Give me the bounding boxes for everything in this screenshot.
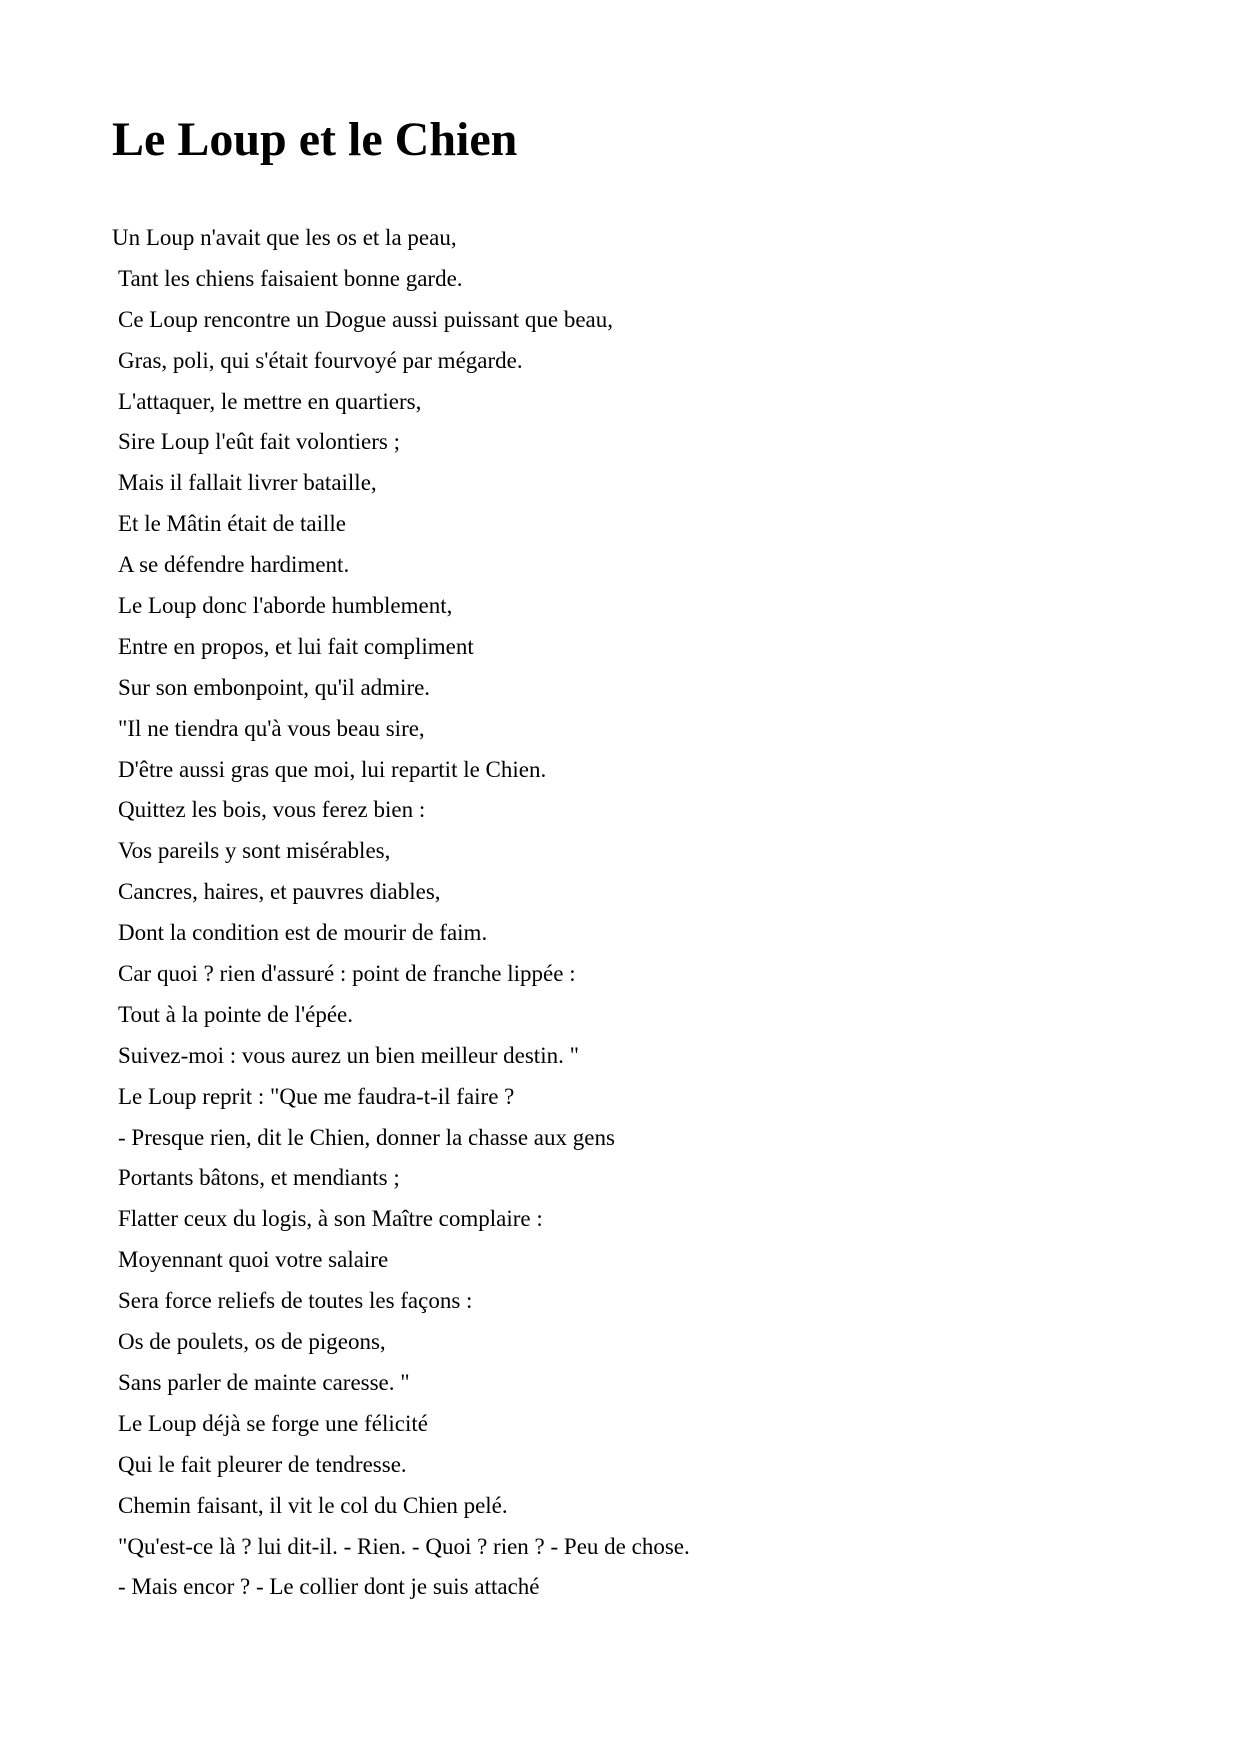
poem-verse: L'attaquer, le mettre en quartiers, xyxy=(118,388,422,414)
poem-verse: Suivez-moi : vous aurez un bien meilleur destin. " xyxy=(118,1042,579,1068)
poem-verse: Tant les chiens faisaient bonne garde. xyxy=(118,265,463,291)
poem-verse: Moyennant quoi votre salaire xyxy=(118,1247,389,1273)
poem-verse: D'être aussi gras que moi, lui repartit le Chien. xyxy=(118,756,547,782)
poem-verse: A se défendre hardiment. xyxy=(118,552,350,578)
poem-verse: "Qu'est-ce là ? lui dit-il. - Rien. - Quoi ? rien ? - Peu de chose. xyxy=(118,1533,690,1559)
poem-verse: Qui le fait pleurer de tendresse. xyxy=(118,1451,407,1477)
poem-verse: Quittez les bois, vous ferez bien : xyxy=(118,797,426,823)
poem-verse: Et le Mâtin était de taille xyxy=(118,511,347,537)
poem-body xyxy=(112,218,1142,1608)
poem-verse: Vos pareils y sont misérables, xyxy=(118,838,391,864)
poem-verse: - Mais encor ? - Le collier dont je suis attaché xyxy=(118,1574,540,1600)
poem-verse: - Presque rien, dit le Chien, donner la chasse aux gens xyxy=(118,1124,615,1150)
poem-verse: Un Loup n'avait que les os et la peau, xyxy=(112,225,457,250)
poem-verse: Car quoi ? rien d'assuré : point de franche lippée : xyxy=(118,961,576,987)
poem-verse: Os de poulets, os de pigeons, xyxy=(118,1329,386,1355)
poem-verse: Portants bâtons, et mendiants ; xyxy=(118,1165,400,1191)
poem-verse: "Il ne tiendra qu'à vous beau sire, xyxy=(118,715,425,741)
poem-verse: Mais il fallait livrer bataille, xyxy=(118,470,377,496)
poem-verse: Le Loup reprit : "Que me faudra-t-il faire ? xyxy=(118,1083,515,1109)
poem-verse: Sans parler de mainte caresse. " xyxy=(118,1369,410,1395)
poem-verse: Gras, poli, qui s'était fourvoyé par mégarde. xyxy=(118,347,523,373)
poem-verse: Le Loup déjà se forge une félicité xyxy=(118,1410,428,1436)
poem-verse: Tout à la pointe de l'épée. xyxy=(118,1001,353,1027)
poem-verse: Ce Loup rencontre un Dogue aussi puissant que beau, xyxy=(118,306,614,332)
poem-verse: Chemin faisant, il vit le col du Chien pelé. xyxy=(118,1492,508,1518)
poem-verse: Flatter ceux du logis, à son Maître complaire : xyxy=(118,1206,543,1232)
poem-title: Le Loup et le Chien xyxy=(112,113,518,166)
poem-verse: Entre en propos, et lui fait compliment xyxy=(118,633,474,659)
poem-verse: Sur son embonpoint, qu'il admire. xyxy=(118,674,431,700)
poem-verse: Sera force reliefs de toutes les façons : xyxy=(118,1288,473,1314)
poem-verse: Le Loup donc l'aborde humblement, xyxy=(118,593,453,619)
poem-verse: Sire Loup l'eût fait volontiers ; xyxy=(118,429,401,455)
poem-verse: Dont la condition est de mourir de faim. xyxy=(118,920,488,946)
poem-verse: Cancres, haires, et pauvres diables, xyxy=(118,879,441,905)
